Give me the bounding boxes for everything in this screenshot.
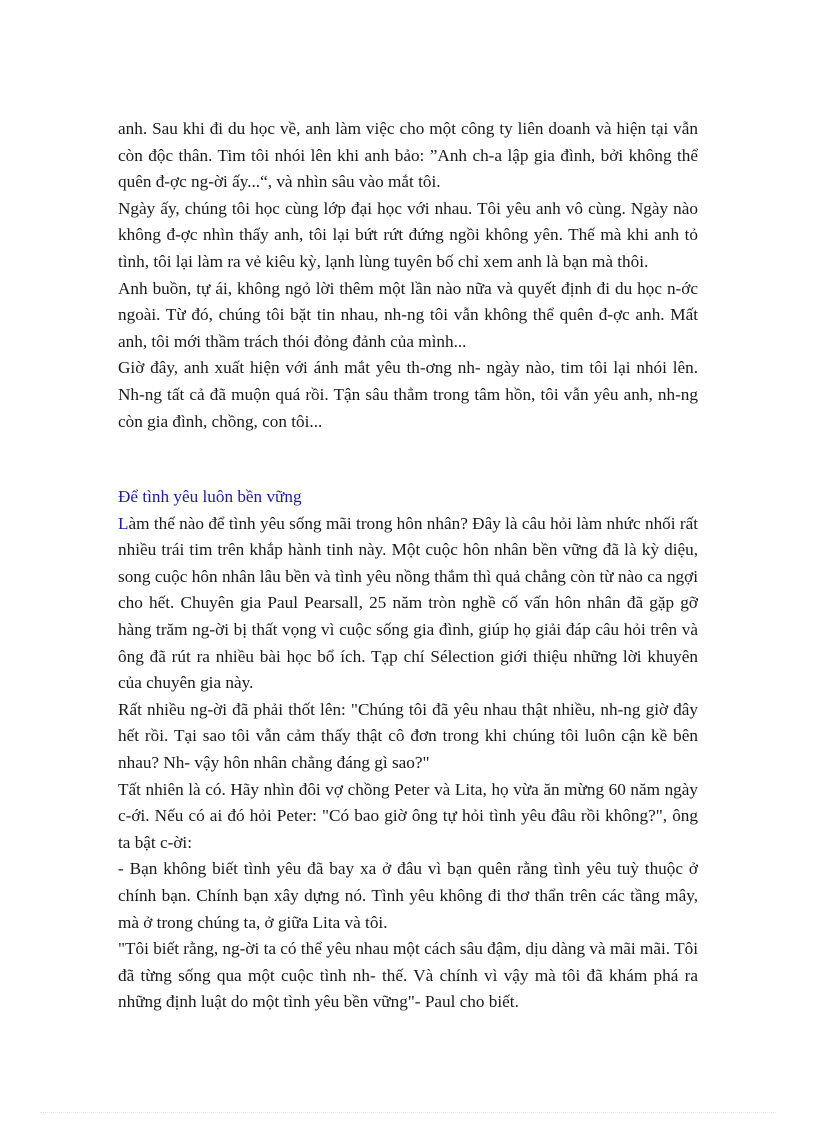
drop-cap: L: [118, 513, 129, 533]
page-bottom-divider: [40, 1112, 776, 1113]
article-paragraph: - Bạn không biết tình yêu đã bay xa ở đâu vì bạn quên rằng tình yêu tuỳ thuộc ở chính bạn. Chính bạn xây dựng nó. Tình yêu không đi thơ thẩn trên các tầng mây, mà ở trong chúng ta, ở giữa Lita và tôi.: [118, 859, 698, 932]
article-lead-paragraph: [118, 511, 698, 697]
article-lead-text: àm thế nào để tình yêu sống mãi trong hôn nhân? Đây là câu hỏi làm nhức nhối rất nhiều trái tim trên khắp hành tinh này. Một cuộc hôn nhân bền vững đã là kỳ diệu, song cuộc hôn nhân lâu bền và tình yêu nồng thắm thì quả chẳng còn từ nào ca ngợi cho hết. Chuyên gia Paul Pearsall, 25 năm tròn nghề cố vấn hôn nhân đã gặp gỡ hàng trăm ng-ời bị thất vọng vì cuộc sống gia đình, giúp họ giải đáp câu hỏi trên và ông đã rút ra nhiều bài học bổ ích. Tạp chí Sélection giới thiệu những lời khuyên của chuyên gia này.: [118, 513, 698, 693]
article-heading: Để tình yêu luôn bền vững: [118, 487, 302, 506]
story-paragraph: Ngày ấy, chúng tôi học cùng lớp đại học với nhau. Tôi yêu anh vô cùng. Ngày nào không đ-ợc nhìn thấy anh, tôi lại bứt rứt đứng ngồi không yên. Thế mà khi anh tỏ tình, tôi lại làm ra vẻ kiêu kỳ, lạnh lùng tuyên bố chỉ xem anh là bạn mà thôi.: [118, 198, 698, 271]
article-paragraph: Tất nhiên là có. Hãy nhìn đôi vợ chồng Peter và Lita, họ vừa ăn mừng 60 năm ngày c-ới. Nếu có ai đó hỏi Peter: "Có bao giờ ông tự hỏi tình yêu đâu rồi không?", ông ta bật c-ời:: [118, 779, 698, 852]
article-section: [118, 484, 698, 1016]
article-paragraph: "Tôi biết rằng, ng-ời ta có thể yêu nhau một cách sâu đậm, dịu dàng và mãi mãi. Tôi đã từng sống qua một cuộc tình nh- thế. Và chính vì vậy mà tôi đã khám phá ra những định luật do một tình yêu bền vững"- Paul cho biết.: [118, 939, 698, 1012]
article-paragraph: Rất nhiều ng-ời đã phải thốt lên: "Chúng tôi đã yêu nhau thật nhiều, nh-ng giờ đây hết rồi. Tại sao tôi vẫn cảm thấy thật cô đơn trong khi chúng tôi luôn cận kề bên nhau? Nh- vậy hôn nhân chẳng đáng gì sao?": [118, 699, 698, 772]
story-paragraph: Giờ đây, anh xuất hiện với ánh mắt yêu th-ơng nh- ngày nào, tim tôi lại nhói lên. Nh-ng tất cả đã muộn quá rồi. Tận sâu thẳm trong tâm hồn, tôi vẫn yêu anh, nh-ng còn gia đình, chồng, con tôi...: [118, 358, 698, 431]
story-paragraph: anh. Sau khi đi du học về, anh làm việc cho một công ty liên doanh và hiện tại vẫn còn độc thân. Tim tôi nhói lên khi anh bảo: ”Anh ch-a lập gia đình, bởi không thể quên đ-ợc ng-ời ấy...“, và nhìn sâu vào mắt tôi.: [118, 119, 698, 192]
story-paragraph: Anh buồn, tự ái, không ngỏ lời thêm một lần nào nữa và quyết định đi du học n-ớc ngoài. Từ đó, chúng tôi bặt tin nhau, nh-ng tôi vẫn không thể quên đ-ợc anh. Mất anh, tôi mới thầm trách thói đỏng đảnh của mình...: [118, 278, 698, 351]
story-section: [118, 116, 698, 435]
